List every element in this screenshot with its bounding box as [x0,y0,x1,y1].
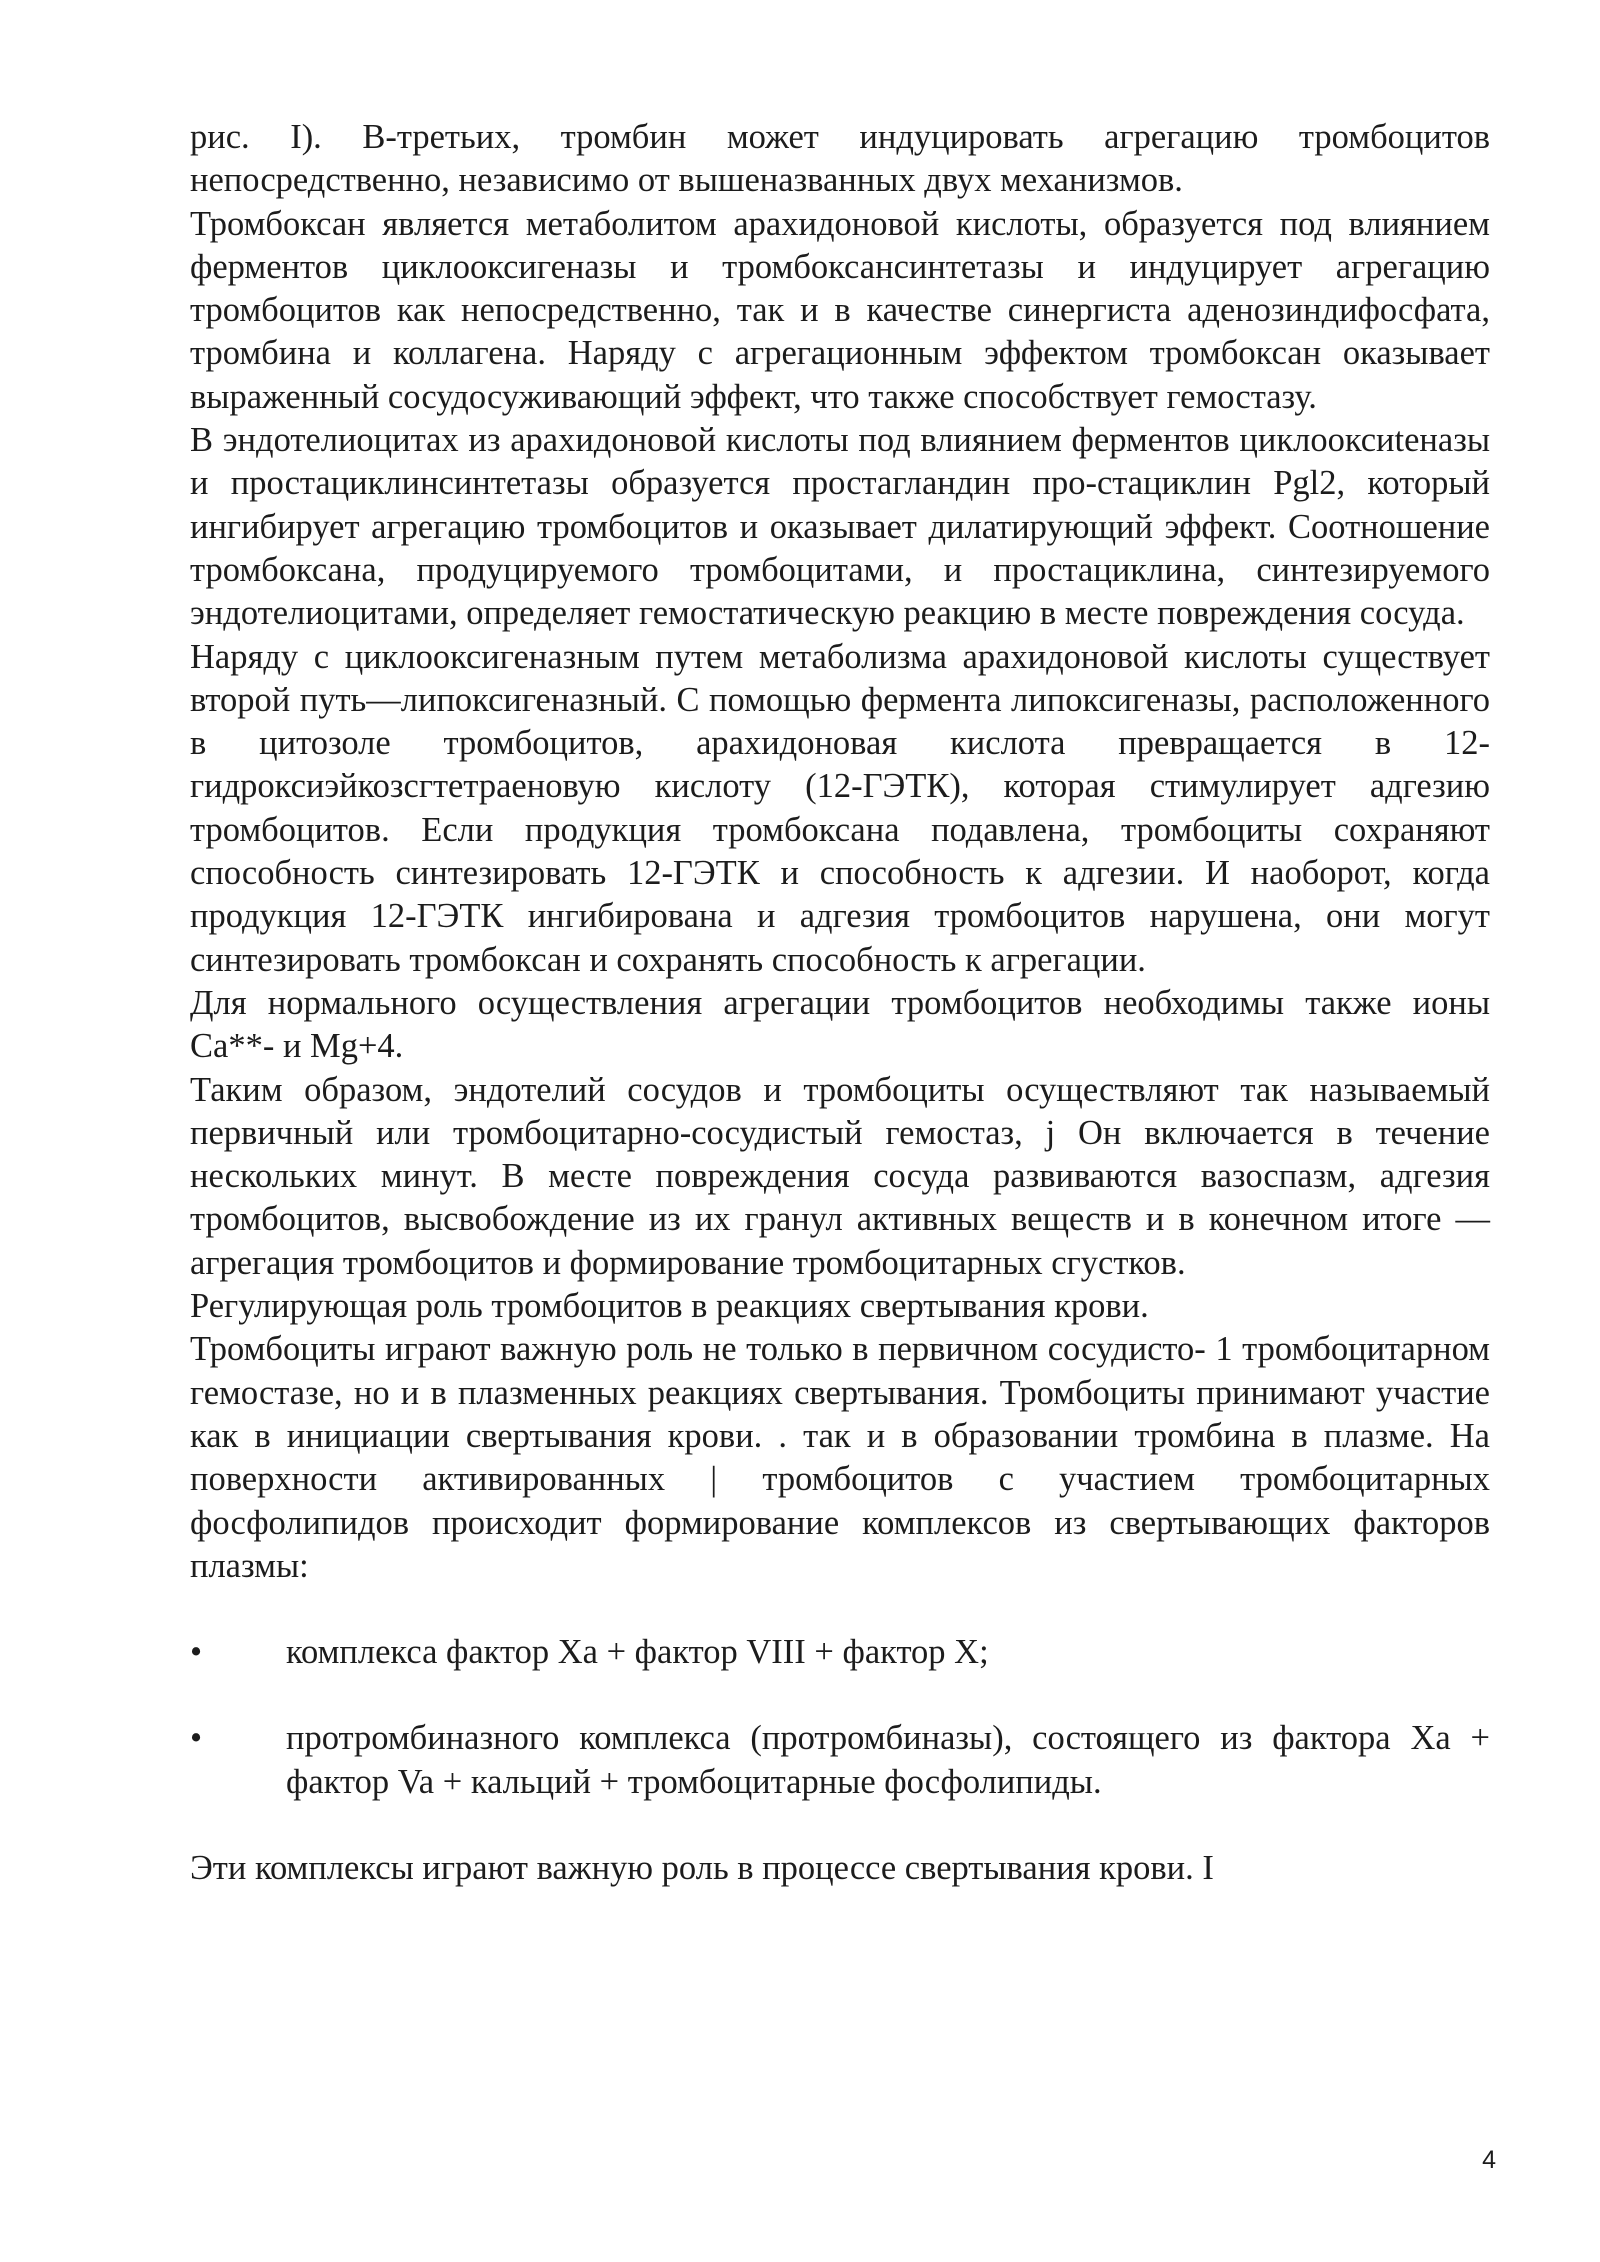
paragraph-6: Таким образом, эндотелий сосудов и тромбоциты осуществляют так называемый первичный или тромбоцитарно-сосудистый гемостаз, j Он включается в течение нескольких минут. В месте повреждения сосуда развиваются вазоспазм, адгезия тромбоцитов, высвобождение из их гранул активных веществ и в конечном итоге — агрегация тромбоцитов и формирование тромбоцитарных сгустков. [190,1070,1490,1282]
paragraph-4: Наряду с циклооксигеназным путем метаболизма арахидоновой кислоты существует второй путь—липоксигеназный. С помощью фермента липоксигеназы, расположенного в цитозоле тромбоцитов, арахидоновая кислота превращается в 12-гидроксиэйкозсгтетраеновую кислоту (12-ГЭТК), которая стимулирует адгезию тромбоцитов. Если продукция тромбоксана подавлена, тромбоциты сохраняют способность синтезировать 12-ГЭТК и способность к адгезии. И наоборот, когда продукция 12-ГЭТК ингибирована и адгезия тромбоцитов нарушена, они могут синтезировать тромбоксан и сохранять способность к агрегации. [190,637,1490,979]
paragraph-2: Тромбоксан является метаболитом арахидоновой кислоты, образуется под влиянием ферментов циклооксигеназы и тромбоксансинтетазы и индуцирует агрегацию тромбоцитов как непосредственно, так и в качестве синергиста аденозиндифосфата, тромбина и коллагена. Наряду с агрегационным эффектом тромбоксан оказывает выраженный сосудосуживающий эффект, что также способствует гемостазу. [190,204,1490,416]
paragraph-3: В эндотелиоцитах из арахидоновой кислоты под влиянием ферментов циклооксиtеназы и простациклинсинтетазы образуется простагландин про-стациклин Pgl2, который ингибирует агрегацию тромбоцитов и оказывает дилатирующий эффект. Соотношение тромбоксана, продуцируемого тромбоцитами, и простациклина, синтезируемого эндотелиоцитами, определяет гемостатическую реакцию в месте повреждения сосуда. [190,421,1490,633]
spacer [190,1674,1490,1717]
paragraph-7: Регулирующая роль тромбоцитов в реакциях свертывания крови. [190,1287,1149,1326]
bullet-text: комплекса фактор Ха + фактор VIII + фактор X; [286,1633,989,1672]
bullet-marker: • [190,1633,203,1672]
paragraph-5: Для нормального осуществления агрегации тромбоцитов необходимы также ионы Са**- и Mg+4. [190,983,1490,1066]
bullet-marker: • [190,1719,203,1758]
bullet-item-2 [190,1717,1490,1804]
bullet-text: протромбиназного комплекса (протромбиназы), состоящего из фактора Ха + фактор Va + кальций + тромбоцитарные фосфолипиды. [286,1719,1490,1801]
closing-paragraph: Эти комплексы играют важную роль в процессе свертывания крови. I [190,1848,1214,1887]
paragraph-8: Тромбоциты играют важную роль не только в первичном сосудисто- 1 тромбоцитарном гемостазе, но и в плазменных реакциях свертывания. Тромбоциты принимают участие как в инициации свертывания крови. . так и в образовании тромбина в плазме. На поверхности активированных | тромбоцитов с участием тромбоцитарных фосфолипидов происходит формирование комплексов из свертывающих факторов плазмы: [190,1330,1490,1585]
spacer [190,1804,1490,1847]
body-text [190,116,1490,1890]
bullet-item-1 [190,1631,1490,1674]
page-number: 4 [1482,2146,1496,2174]
paragraph-1: рис. I). В-третьих, тромбин может индуцировать агрегацию тромбоцитов непосредственно, независимо от вышеназванных двух механизмов. [190,118,1490,200]
spacer [190,1588,1490,1631]
